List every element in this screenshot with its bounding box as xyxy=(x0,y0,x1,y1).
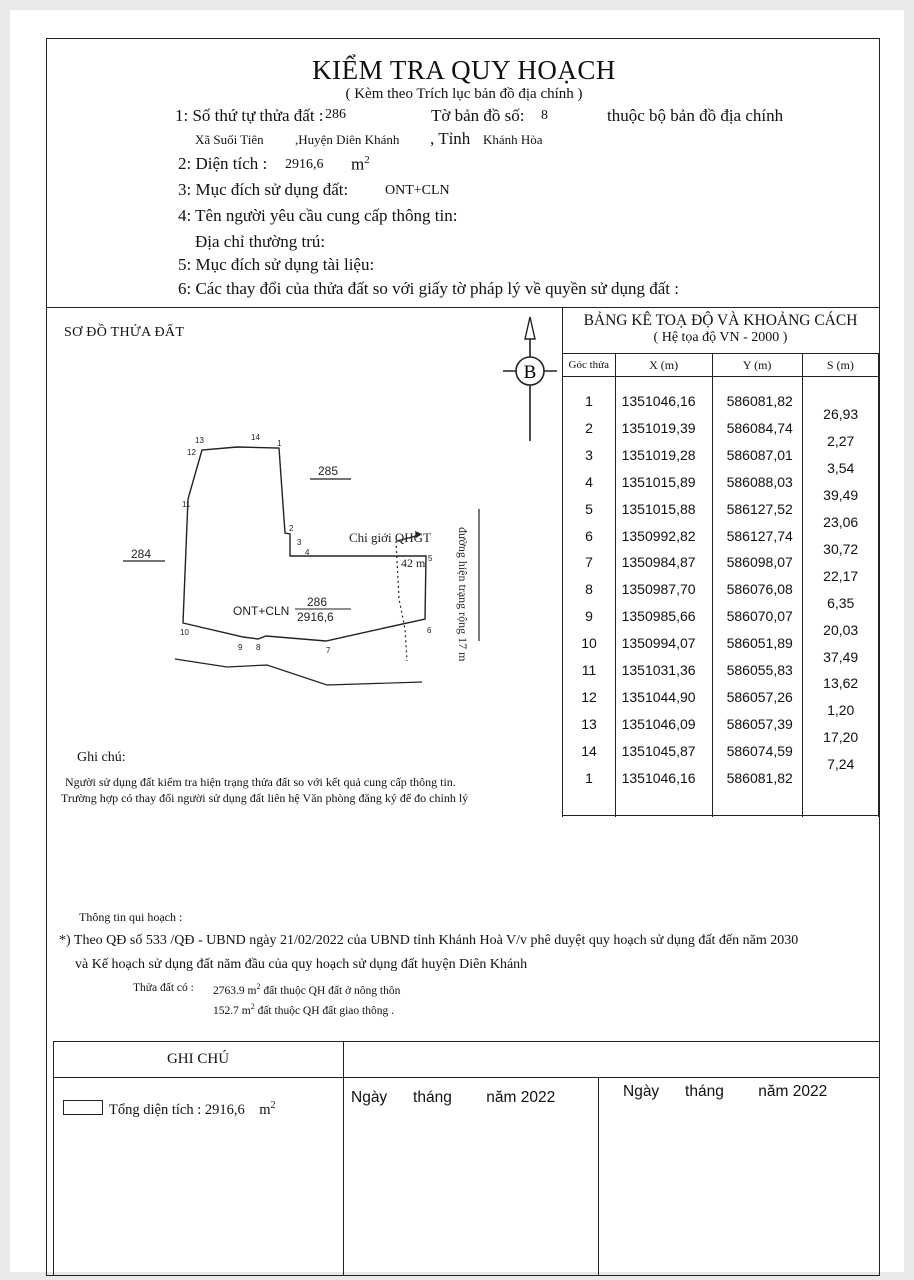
planning-boundary-label: Chỉ giới QHGT xyxy=(349,530,431,545)
row-distance: 22,17 xyxy=(823,567,859,584)
row-y: 586098,07 xyxy=(726,554,793,571)
row-x: 1350985,66 xyxy=(621,608,696,625)
column-points xyxy=(563,377,616,818)
row-y: 586074,59 xyxy=(726,742,793,759)
coord-table-subtitle: ( Hệ tọa độ VN - 2000 ) xyxy=(653,330,788,345)
row-distance: 6,35 xyxy=(827,594,855,611)
row-y: 586057,39 xyxy=(726,715,793,732)
row-x: 1350994,07 xyxy=(621,635,696,652)
vertex-label-9: 9 xyxy=(238,643,243,652)
vertex-label-2: 2 xyxy=(289,524,294,533)
column-x xyxy=(615,377,712,818)
row-y: 586127,74 xyxy=(726,527,793,544)
parcel-number-value: 286 xyxy=(325,107,346,122)
row-distance: 20,03 xyxy=(823,621,859,638)
info-separator xyxy=(47,307,879,308)
row-x: 1351019,39 xyxy=(621,419,696,436)
sketch-note-2: Trường hợp có thay đổi người sử dụng đất liên hệ Văn phòng đăng ký để đo chỉnh lý xyxy=(61,791,469,805)
residential-planning-line: 2763.9 $m^2$ đất thuộc QH đất ở nông thôn xyxy=(213,982,401,997)
sketch-note-1: Người sử dụng đất kiểm tra hiện trạng thửa đất so với kết quả cung cấp thông tin. xyxy=(65,775,456,789)
area-label: 2: Diện tích : xyxy=(178,154,268,173)
row-point: 4 xyxy=(585,473,593,490)
coordinate-table xyxy=(562,353,879,817)
neighbor-parcel-285: 285 xyxy=(318,464,339,478)
row-distance: 17,20 xyxy=(823,729,859,746)
total-area-label: Tổng diện tích : 2916,6 $m^2$ xyxy=(109,1100,276,1118)
parcel-number-label-sketch: 286 xyxy=(307,595,328,609)
row-y: 586057,26 xyxy=(726,688,793,705)
row-point: 1 xyxy=(585,393,593,409)
row-point: 13 xyxy=(581,715,597,732)
row-x: 1351046,16 xyxy=(621,769,696,786)
area-value: 2916,6 xyxy=(285,157,324,172)
footer-top-border xyxy=(53,1041,879,1042)
footer-left-border xyxy=(53,1041,54,1275)
land-use-purpose-label: 3: Mục đích sử dụng đất: xyxy=(178,180,349,199)
row-x: 1351015,88 xyxy=(621,500,696,517)
row-y: 586055,83 xyxy=(726,662,793,678)
row-distance: 2,27 xyxy=(827,433,855,450)
parcel-has-label: Thửa đất có : xyxy=(133,982,194,994)
row-point: 3 xyxy=(585,446,593,463)
coord-table-body xyxy=(563,377,879,818)
land-use-purpose-value: ONT+CLN xyxy=(385,183,450,198)
district-value: ,Huyện Diên Khánh xyxy=(295,132,400,147)
row-x: 1350987,70 xyxy=(621,581,696,598)
coord-table-title: BẢNG KÊ TOẠ ĐỘ VÀ KHOẢNG CÁCH xyxy=(583,312,858,329)
footer-header-border xyxy=(53,1077,879,1078)
vertex-label-13: 13 xyxy=(195,436,204,445)
changes-label: 6: Các thay đổi của thửa đất so với giấy tờ pháp lý về quyền sử dụng đất : xyxy=(178,279,679,298)
date-left: Ngày tháng năm 2022 xyxy=(351,1089,556,1106)
footer-notes-heading: GHI CHÚ xyxy=(166,1051,230,1067)
vertex-label-4: 4 xyxy=(305,548,310,557)
row-y: 586070,07 xyxy=(726,608,793,625)
row-x: 1350992,82 xyxy=(621,527,696,544)
commune-value: Xã Suối Tiên xyxy=(195,132,264,147)
row-point: 1 xyxy=(585,769,593,786)
row-point: 5 xyxy=(585,500,593,517)
column-y xyxy=(712,377,802,818)
map-set-label: thuộc bộ bản đồ địa chính xyxy=(607,106,784,125)
table-bottom-border xyxy=(562,815,879,816)
sketch-notes-heading: Ghi chú: xyxy=(77,750,126,765)
vertex-label-5: 5 xyxy=(428,554,433,563)
row-y: 586076,08 xyxy=(726,581,793,598)
traffic-planning-line: 152.7 $m^2$ đất thuộc QH đất giao thông . xyxy=(213,1002,394,1017)
document-subtitle: ( Kèm theo Trích lục bản đồ địa chính ) xyxy=(345,86,583,102)
row-point: 11 xyxy=(581,662,597,678)
row-y: 586051,89 xyxy=(726,635,793,652)
row-distance: 3,54 xyxy=(827,460,855,477)
header-point: Góc thửa xyxy=(563,354,616,377)
row-distance: 26,93 xyxy=(823,406,859,423)
row-distance: 7,24 xyxy=(827,756,855,773)
row-distance: 13,62 xyxy=(823,675,859,692)
row-point: 8 xyxy=(585,581,593,598)
parcel-sketch xyxy=(47,309,562,689)
column-distance xyxy=(802,377,878,818)
footer-divider-1 xyxy=(343,1041,344,1275)
row-x: 1351031,36 xyxy=(621,662,696,678)
map-sheet-value: 8 xyxy=(541,108,548,123)
planning-boundary-distance: 42 m xyxy=(401,556,426,570)
north-arrow-icon xyxy=(503,317,557,441)
vertex-label-6: 6 xyxy=(427,626,432,635)
neighbor-parcel-284: 284 xyxy=(131,547,152,561)
parcel-number-label: 1: Số thứ tự thửa đất : xyxy=(175,106,324,125)
row-distance: 39,49 xyxy=(823,487,859,504)
legend-box-icon xyxy=(63,1100,103,1115)
row-point: 9 xyxy=(585,608,593,625)
row-x: 1351046,09 xyxy=(621,715,696,732)
sketch-heading: SƠ ĐỒ THỬA ĐẤT xyxy=(64,325,185,340)
vertex-label-1: 1 xyxy=(277,439,282,448)
planning-decision-line-2: và Kế hoạch sử dụng đất năm đầu của quy hoạch sử dụng đất huyện Diên Khánh xyxy=(75,957,528,972)
document-title: KIỂM TRA QUY HOẠCH xyxy=(312,55,616,85)
row-x: 1351019,28 xyxy=(621,446,696,463)
row-y: 586081,82 xyxy=(726,769,793,786)
vertex-label-3: 3 xyxy=(297,538,302,547)
parcel-landuse-label: ONT+CLN xyxy=(233,604,290,618)
province-value: Khánh Hòa xyxy=(483,132,543,147)
row-x: 1351045,87 xyxy=(621,742,696,759)
row-y: 586084,74 xyxy=(726,419,793,436)
row-x: 1350984,87 xyxy=(621,554,696,571)
header-distance: S (m) xyxy=(802,354,878,377)
row-point: 10 xyxy=(581,635,597,652)
footer-divider-2 xyxy=(598,1077,599,1275)
row-point: 12 xyxy=(581,688,597,705)
address-label: Địa chỉ thường trú: xyxy=(195,232,326,251)
row-y: 586081,82 xyxy=(726,393,793,409)
row-y: 586088,03 xyxy=(726,473,793,490)
vertex-label-11: 11 xyxy=(182,500,191,509)
document-purpose-label: 5: Mục đích sử dụng tài liệu: xyxy=(178,255,375,274)
map-sheet-label: Tờ bản đồ số: xyxy=(431,106,525,125)
vertex-label-8: 8 xyxy=(256,643,261,652)
row-point: 14 xyxy=(581,742,597,759)
road-edge xyxy=(175,659,422,685)
row-distance: 1,20 xyxy=(827,702,855,719)
coord-table-header-row xyxy=(563,354,879,377)
vertex-label-12: 12 xyxy=(187,448,196,457)
road-width-label: đường hiện trạng rộng 17 m xyxy=(456,527,470,662)
row-distance: 37,49 xyxy=(823,648,859,665)
row-point: 2 xyxy=(585,419,593,436)
row-point: 6 xyxy=(585,527,593,544)
row-y: 586087,01 xyxy=(726,446,793,463)
province-label: , Tỉnh xyxy=(430,129,471,148)
north-letter: B xyxy=(523,362,537,383)
row-distance: 30,72 xyxy=(823,540,859,557)
document-sheet xyxy=(10,10,904,1272)
vertex-label-7: 7 xyxy=(326,646,331,655)
date-right: Ngày tháng năm 2022 xyxy=(623,1083,828,1100)
row-distance: 23,06 xyxy=(823,514,859,531)
vertex-label-10: 10 xyxy=(180,628,189,637)
vertex-label-14: 14 xyxy=(251,433,260,442)
requester-label: 4: Tên người yêu cầu cung cấp thông tin: xyxy=(178,206,458,225)
row-x: 1351015,89 xyxy=(621,473,696,490)
area-unit: $m^2$ xyxy=(351,154,370,174)
document-frame xyxy=(46,38,880,1276)
row-x: 1351046,16 xyxy=(621,393,696,409)
row-y: 586127,52 xyxy=(726,500,793,517)
row-point: 7 xyxy=(585,554,593,571)
planning-decision-line-1: *) Theo QĐ số 533 /QĐ - UBND ngày 21/02/2022 của UBND tỉnh Khánh Hoà V/v phê duyệt quy hoạch sử dụng đất đến năm 2030 xyxy=(59,933,799,948)
row-x: 1351044,90 xyxy=(621,688,696,705)
planning-heading: Thông tin qui hoạch : xyxy=(79,910,183,924)
header-x: X (m) xyxy=(615,354,712,377)
header-y: Y (m) xyxy=(712,354,802,377)
parcel-area-label-sketch: 2916,6 xyxy=(297,610,334,624)
